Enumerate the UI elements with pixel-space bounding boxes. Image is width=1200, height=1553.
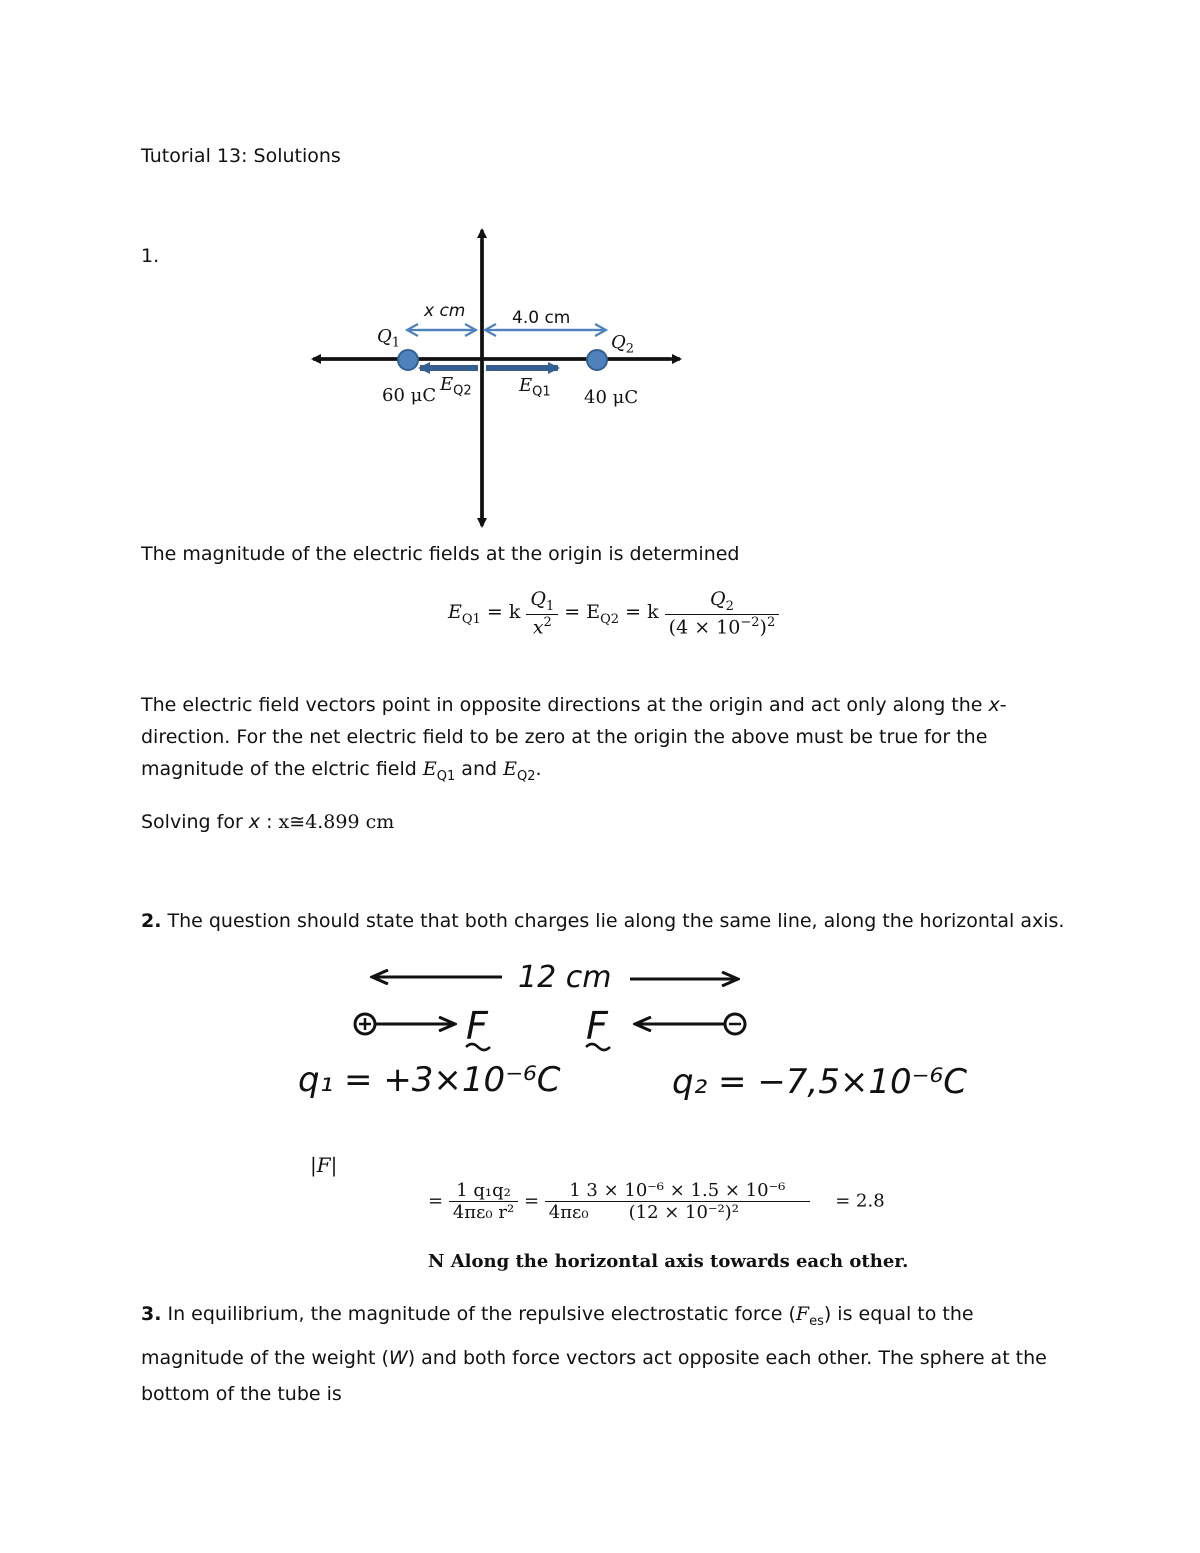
force-label-left: F bbox=[466, 1004, 488, 1048]
distance-x-label: x cm bbox=[424, 301, 466, 321]
fraction-coulomb-values: $\frac{\text{1 3 × 10⁻⁶ × 1.5 × 10⁻⁶}}{\text{4πε₀ (12 × 10⁻²)²}}$ bbox=[545, 1180, 810, 1223]
charge-q2-dot bbox=[587, 350, 607, 370]
field-eq1-label: $E_{Q1}$ bbox=[519, 375, 551, 400]
fraction-q1-x2: $\frac{Q_1}{x^2}$ bbox=[526, 588, 558, 638]
charge-q1-value: 60 μC bbox=[382, 385, 437, 406]
field-eq2-label: $E_{Q2}$ bbox=[440, 374, 472, 399]
force-label-right: F bbox=[586, 1004, 608, 1048]
question-2-text: 2. The question should state that both charges lie along the same line, along the horizontal axis. bbox=[141, 910, 1065, 932]
q1-explanation: The electric field vectors point in opposite directions at the origin and act only along the x-direction. For the net electric field to be zero at the origin the above must be true for the magnitude of the elctric field $E_{Q1}$ and $E_{Q2}$. bbox=[141, 694, 1007, 784]
coordinate-diagram bbox=[300, 220, 700, 535]
handwritten-diagram bbox=[290, 955, 950, 1130]
q1-label: $Q_1$ bbox=[377, 326, 401, 351]
coulomb-formula: = $\frac{\text{1 q₁q₂}}{\text{4πε₀ r²}}$ = $\frac{\text{1 3 × 10⁻⁶ × 1.5 × 10⁻⁶}}{\text{4πε₀ (12 × 10⁻²)²}}$ = 2.8 bbox=[428, 1180, 885, 1223]
page-title: Tutorial 13: Solutions bbox=[141, 145, 341, 167]
force-magnitude-label: |F| bbox=[310, 1153, 338, 1177]
fraction-q2-denominator: $\frac{Q_2}{(4 \times 10^{-2})^2}$ bbox=[665, 588, 780, 638]
q2-label: $Q_2$ bbox=[611, 332, 635, 357]
charge-q1-dot bbox=[398, 350, 418, 370]
field-equation: $E_{Q1} = k$ $\frac{Q_1}{x^2}$ = $E_{Q2} = k$ $\frac{Q_2}{(4 \times 10^{-2})^2}$ bbox=[448, 588, 779, 638]
q1-solution: Solving for x : x≅4.899 cm bbox=[141, 811, 395, 833]
q2-charge-expression: q₂ = −7,5×10⁻⁶C bbox=[672, 1062, 967, 1102]
question-3-text: 3. In equilibrium, the magnitude of the repulsive electrostatic force $(F_{es})$ is equal to the magnitude of the weight (W) and both force vectors act opposite each other. The sphere at the bottom of the tube is bbox=[141, 1303, 1047, 1405]
question-1-number: 1. bbox=[141, 245, 160, 267]
q1-intro-text: The magnitude of the electric fields at the origin is determined bbox=[141, 543, 740, 565]
q1-charge-expression: q₁ = +3×10⁻⁶C bbox=[298, 1060, 561, 1100]
q2-result-text: N Along the horizontal axis towards each other. bbox=[428, 1251, 909, 1272]
charge-q2-value: 40 μC bbox=[584, 387, 639, 408]
distance-label-12cm: 12 cm bbox=[518, 960, 612, 995]
distance-4cm-label: 4.0 cm bbox=[512, 308, 571, 328]
fraction-coulomb-general: $\frac{\text{1 q₁q₂}}{\text{4πε₀ r²}}$ bbox=[449, 1180, 518, 1223]
